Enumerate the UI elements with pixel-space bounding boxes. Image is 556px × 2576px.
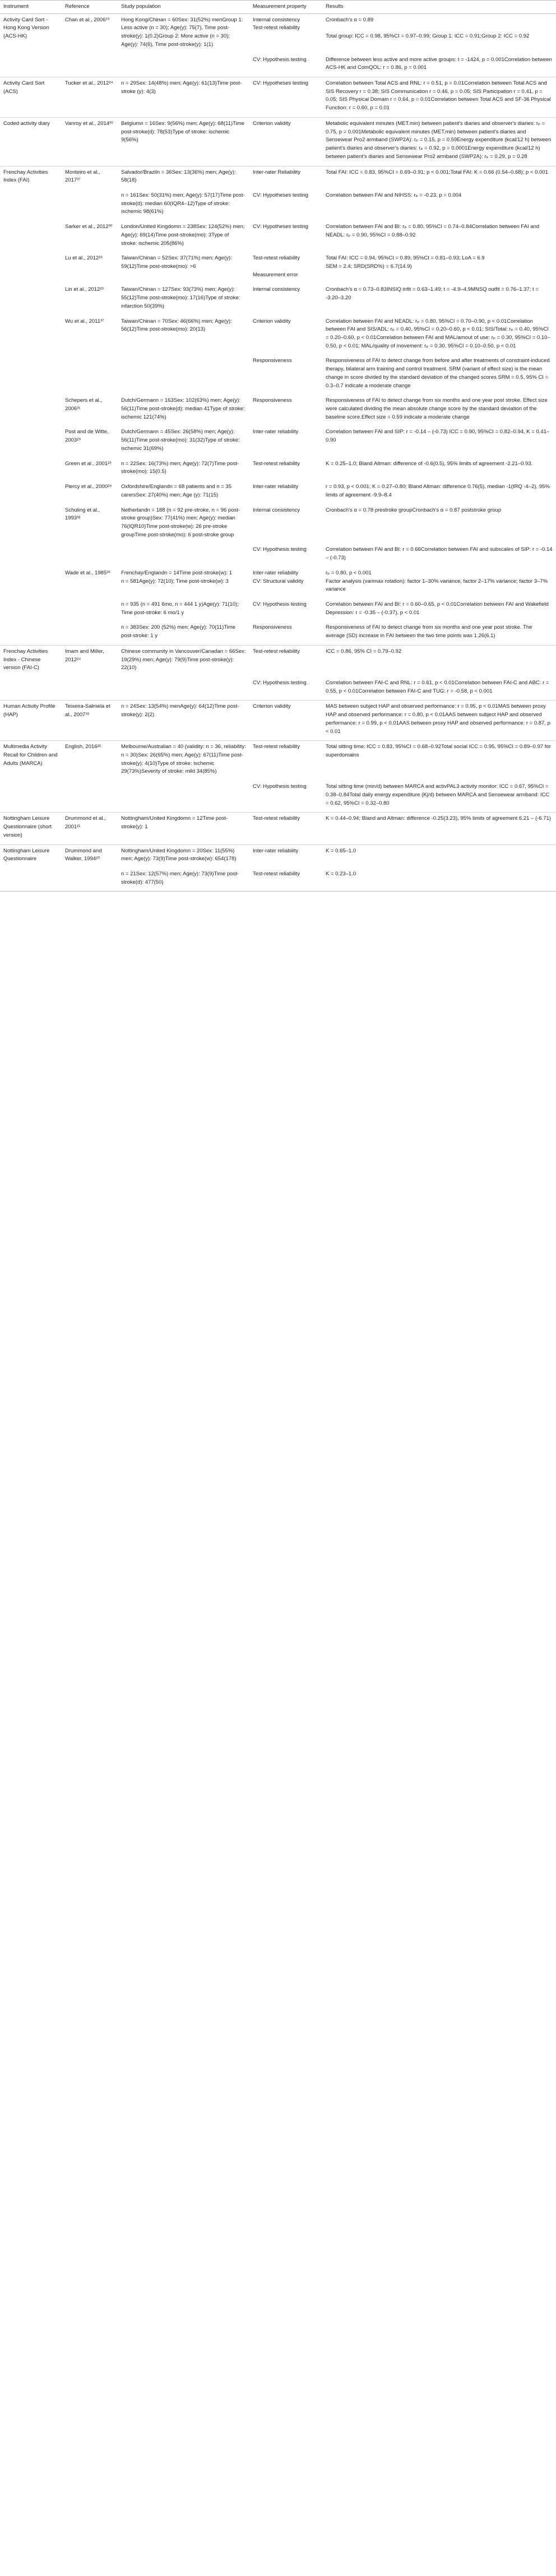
cell-study-population: Salvador/Braziln = 36Sex: 13(36%) men; Age(y): 58(18) [118,166,249,189]
cell-reference [62,54,118,77]
cell-reference: Green et al., 2001²³ [65,460,112,467]
table-row [0,117,556,166]
cell-study-population: Chinese community in Vancouver/Canadan = 66Sex: 19(29%) men; Age(y): 79(9)Time post-stroke(y): 22(10) [118,645,249,677]
cell-reference: Lin et al., 2012²⁵ [65,286,104,293]
cell-study-population: Melbourne/Australian = 40 (validity: n = 36, reliability: n = 30)Sex: 26(65%) men; Age(y): 67(11)Time post-stroke(y): 4(10)Type of stroke: ischemic 29(73%)Severity of stroke: mild 34(85%) [118,741,249,781]
cell-reference [62,868,118,892]
cell-instrument: Frenchay Activities Index (FAI) [0,166,62,189]
cell-study-population: Nottingham/United Kingdomn = 12Time post-stroke(y): 1 [118,813,249,844]
cell-reference [62,621,118,645]
cell-reference: Wade et al., 1985³⁶ [65,569,111,576]
table-row [0,741,556,781]
table-row [0,700,556,741]
cell-reference: English, 2016²² [62,741,118,781]
table-header [0,1,556,14]
cell-instrument [0,504,62,544]
cell-results: K = 0.44–0.94; Bland and Altman: difference -0.25(3.23), 95% limits of agreement 6.21 – (-6.71) [322,813,556,844]
table-row [0,394,556,426]
cell-study-population: Dutch/Germann = 45Sex: 26(58%) men; Age(y): 56(11)Time post-stroke(mo): 31(32)Type of stroke: ischemic 31(69%) [121,429,240,452]
cell-results: rₚ = 0.80, p < 0.001 Factor analysis (varimax rotation): factor 1–30% variance, factor 2–17% variance; factor 3–7% variance [326,569,548,593]
cell-study-population: n = 29Sex: 14(48%) men; Age(y): 61(13)Time post-stroke (y): 4(3) [118,77,249,118]
cell-instrument [0,544,62,567]
cell-measurement-property: Test-retest reliability [249,813,322,844]
cell-reference: Schepers et al., 2006³¹ [65,397,103,412]
cell-measurement-property: Responsiveness [253,397,292,404]
cell-instrument [0,221,62,252]
cell-results: Correlation between FAI and BI: rₚ = 0.80, 95%CI = 0.74–0.84Correlation between FAI and NEADL: rₚ = 0.90, 95%CI = 0.88–0.92 [326,224,540,238]
cell-study-population: n = 161Sex: 50(31%) men; Age(y): 57(17)Time post-stroke(d): median 60(IQR4–12)Type of stroke: ischemic 98(61%) [121,192,245,215]
cell-results: Responsiveness of FAI to detect change from before and after treatments of constraint-induced therapy, bilateral arm training and control treatment. SRM (variant of effect size) is the mean change in score divided by the standard deviation of the changed scores.SRM = 0.5, 95% CI = 0.3–0.7 indicate a moderate change [326,358,550,389]
data-table-container [0,0,556,892]
cell-results: Correlation between FAI and NEADL: rₚ = 0.80, 95%CI = 0.70–0.90, p < 0.01Correlation between FAI and SIS/ADL: rₚ = 0.40, 95%CI = 0.20–0.60, p < 0.01; SIS/Total: rₚ = 0.40, 95%CI = 0.20–0.60, p < 0.01Correlation between FAI and MAL/amout of use: rₚ = 0.30, 95%CI = 0.10–0.50, p < 0.01; MAL/quality of movement: rₚ = 0.30, 95%CI = 0.10–0.50, p < 0.01 [326,318,550,349]
table-row [0,355,556,394]
cell-instrument [0,189,62,221]
cell-study-population: n = 24Sex: 13(54%) menAge(y): 64(12)Time post-stroke(y): 2(2) [118,700,249,741]
cell-reference [62,189,118,221]
cell-measurement-property: Inter-rater reliability [253,484,299,490]
cell-measurement-property: Criterion validity [249,700,322,741]
header-instrument: Instrument [0,1,62,14]
cell-results: Difference between less active and more active groups: t = -1424, p = 0.001Correlation between ACS-HK and ComQOL: r = 0.86, p = 0.001 [326,56,552,71]
cell-measurement-property: CV: Hypotheses testing [253,224,308,230]
cell-results: Total sitting time (min/d) between MARCA and activPAL3 activity monitor: ICC = 0.67, 95%CI = 0.38–0.84Total daily energy expenditure (Kj/d) between MARCA and Sensewear armband: ICC = 0.62, 95%CI = 0.32–0.80 [326,783,550,806]
cell-reference [62,677,118,700]
cell-measurement-property: Criterion validity [253,318,291,324]
cell-instrument [0,284,62,315]
cell-study-population: n = 383Sex: 200 (52%) men; Age(y): 70(11)Time post-stroke: 1 y [121,624,236,639]
cell-study-population: n = 22Sex: 16(73%) men; Age(y): 72(7)Time post-stroke(mo): 15(0.5) [121,460,239,475]
cell-instrument: Multimedia Activity Recall for Children and Adults (MARCA) [0,741,62,781]
cell-reference [62,544,118,567]
header-results: Results [322,1,556,14]
cell-reference: Wu et al., 2011³⁷ [65,318,104,324]
cell-reference [62,781,118,813]
cell-results: Responsiveness of FAI to detect change from six months and one year post stroke. The average (SD) increase in FAI between the two time points was 1.26(6.1) [326,624,532,639]
cell-instrument: Activity Card Sort - Hong Kong Version (ACS-HK) [3,16,49,40]
table-row [0,221,556,252]
measurement-properties-table [0,0,556,892]
cell-instrument: Human Activity Profile (HAP) [0,700,62,741]
cell-instrument [0,567,62,598]
cell-reference: Post and de Witte, 2003²⁹ [65,429,109,444]
cell-instrument: Activity Card Sort (ACS) [0,77,62,118]
cell-instrument [0,621,62,645]
cell-study-population [118,677,249,700]
cell-results: Total sitting time: ICC = 0.83, 95%CI = 0.68–0.92Total social ICC = 0.95, 95%CI = 0.89–0.97 for superdomains [322,741,556,781]
cell-measurement-property: Test-retest reliability [249,868,322,892]
cell-measurement-property: Responsiveness [253,624,292,631]
table-row [0,77,556,118]
cell-results: K = 0.65–1.0 [322,844,556,868]
cell-measurement-property: Inter-rater Reliability [249,166,322,189]
cell-reference: Vanroy et al., 2014³⁵ [62,117,118,166]
cell-measurement-property: Test-retest reliability [249,645,322,677]
table-row [0,567,556,598]
cell-results: Correlation between FAI and BI: r = 0.60–0.65, p < 0.01Correlation between FAI and Wakefield Depression: r = -0.35 – (-0.37), p < 0.01 [326,601,549,616]
cell-measurement-property: Internal consistency [253,286,300,293]
table-row [0,458,556,481]
cell-reference: Schuling et al., 1993³² [65,507,100,522]
cell-measurement-property: Test-retest reliability [249,741,322,781]
table-row [0,481,556,504]
cell-results: MAS between subject HAP and observed performance: r = 0.95, p < 0.01MAS between proxy HAP and observed performance: r = 0.80, p < 0.01AAS between subject HAP and observed performance: r = 0.99, p < 0.01AAS between proxy HAP and observed performance: r = 0.87, p < 0.01 [322,700,556,741]
cell-study-population: Taiwan/Chinan = 70Sex: 46(66%) men; Age(y): 56(12)Time post-stroke(mo): 20(13) [121,318,232,333]
table-row [0,13,556,53]
table-row [0,868,556,892]
cell-measurement-property: CV: Hypothesis testing [253,680,307,686]
cell-study-population: Oxfordshire/Englandn = 68 patients and n = 35 carersSex: 27(40%) men; Age (y): 71(15) [121,484,231,498]
table-row [0,677,556,700]
cell-study-population: Taiwan/Chinan = 52Sex: 37(71%) men; Age(y): 59(12)Time post-stroke(mo): >6 [121,255,232,270]
table-row [0,645,556,677]
table-row [0,284,556,315]
cell-measurement-property: Test-retest reliability Measurement error [253,255,300,278]
cell-results: Cronbach's α = 0.89 Total group: ICC = 0.98, 95%CI = 0.97–0.99; Group 1: ICC = 0.91;Group 2: ICC = 0.92 [326,16,530,40]
cell-results: Metabolic equivalent minutes (MET.min) between patient's diaries and observer's diaries: rₚ = 0.75, p = 0.001Metabolic equivalent minutes (MET.min) between patient's diaries and Sensewear Pro2 armband (SWP2A): rₚ = 0.15, p = 0.59Energy expenditure (kcal/12 h) between patient's diaries and observer's diaries: rₚ = 0.92, p = 0.0001Energy expenditure (kcal/12 h) between patient's diaries and Sensewear Pro2 armband (SWP2A): rₚ = 0.29, p = 0.28 [322,117,556,166]
cell-measurement-property: Test-retest reliability [253,460,300,467]
cell-reference: Drummond and Walker, 1994²⁰ [62,844,118,868]
table-body [0,13,556,892]
cell-measurement-property: Inter-rater reliability [249,844,322,868]
cell-study-population: Nottingham/United Kingdomn = 20Sex: 11(55%) men; Age(y): 73(9)Time post-stroke(w): 654(178) [118,844,249,868]
cell-instrument: Nottingham Leisure Questionnaire [0,844,62,868]
cell-measurement-property: Criterion validity [249,117,322,166]
table-row [0,54,556,77]
cell-results: Cronbach's α = 0.73–0.83INSIQ infit = 0.63–1.49; t = -4.9–4.9MNSQ outfit = 0.76–1.37; t = -3.20–3.20 [326,286,539,301]
cell-study-population: Dutch/Germann = 163Sex: 102(63%) men; Age(y): 56(11)Time post-stroke(d): median 41Type of stroke: ischemic 121(74%) [121,397,245,420]
cell-measurement-property: CV: Hypothesis testing [253,546,307,553]
cell-study-population: Frenchay/Englandn = 14Time post-stroke(w): 1 n = 581Age(y): 72(10); Time post-stroke(w): 3 [121,569,232,584]
cell-reference: Chan et al., 2006¹⁹ [65,16,110,23]
header-study-population: Study population [118,1,249,14]
cell-measurement-property: CV: Hypothesis testing [253,56,307,63]
cell-instrument [0,426,62,457]
cell-study-population: Taiwan/Chinan = 127Sex: 93(73%) men; Age(y): 55(12)Time post-stroke(mo): 17(16)Type of stroke: infarction 50(39%) [121,286,240,309]
table-row [0,813,556,844]
cell-measurement-property: Internal consistency Test-retest reliability [253,16,300,31]
cell-reference: Drummond et al., 2001²¹ [62,813,118,844]
table-row [0,504,556,544]
cell-reference [62,355,118,394]
cell-results: Correlation between FAI and SIP: r = -0.14 – (-0.73) ICC = 0.90, 95%CI = 0.82–0.94, K = 0.41–0.90 [326,429,550,444]
cell-instrument [0,394,62,426]
header-row [0,1,556,14]
cell-reference: Piercy et al., 2000²⁸ [65,484,112,490]
cell-study-population: n = 935 (n = 491 6mo, n = 444 1 y)Age(y): 71(10); Time post-stroke: 6 mo/1 y [121,601,239,616]
cell-reference: Monteiro et al., 2017³⁷ [62,166,118,189]
cell-results: ICC = 0.86, 95% CI = 0.79–0.92 [322,645,556,677]
cell-results: Correlation between FAI-C and RNL: r = 0.61, p < 0.01Correlation between FAI-C and ABC: r = 0.55, p < 0.01Correlation between FAI-C and TUG: r = -0.58, p < 0.001 [326,680,549,694]
cell-measurement-property: Internal consistency [253,507,300,513]
cell-measurement-property: Responsiveness [253,358,292,364]
header-measurement-property: Measurement property [249,1,322,14]
table-row [0,166,556,189]
cell-instrument: Frenchay Activities Index - Chinese version (FAI-C) [0,645,62,677]
cell-measurement-property: Inter-rater reliability [253,429,299,435]
table-row [0,844,556,868]
cell-instrument [0,677,62,700]
cell-reference: Tucker et al., 2012²⁴ [62,77,118,118]
cell-measurement-property: CV: Hypothesis testing [253,601,307,607]
cell-results: r = 0.93, p < 0.001; K = 0.27–0.80; Bland Altman: difference 0.76(5), median -1(IRQ -4–2), 95% limits of agreement -9.9–8.4 [326,484,550,498]
table-row [0,598,556,621]
cell-instrument [0,54,62,77]
cell-study-population: n = 21Sex: 12(57%) men; Age(y): 73(9)Time post-stroke(d): 477(50) [118,868,249,892]
cell-study-population [118,355,249,394]
cell-study-population [118,54,249,77]
cell-instrument [0,252,62,284]
table-row [0,621,556,645]
cell-instrument [0,355,62,394]
cell-instrument [0,481,62,504]
cell-instrument [0,598,62,621]
cell-results: Correlation between FAI and BI: r = 0.66Correlation between FAI and subscales of SIP: r = -0.14 – (-0.73) [326,546,553,561]
cell-instrument [0,458,62,481]
cell-results: Cronbach's α = 0.78 prestroke groupCronbach's α = 0.87 poststroke group [326,507,501,513]
cell-measurement-property: CV: Hypothesis testing [253,783,307,790]
table-row [0,781,556,813]
header-reference: Reference [62,1,118,14]
cell-instrument [0,315,62,355]
cell-results: Correlation between Total ACS and RNL: r = 0.51, p = 0.01Correlation between Total ACS and SIS Recovery r = 0.38; SIS Communication r = 0.46, p = 0.05; SIS Participation r = 0.41, p = 0.05; SIS Physical Domain r = 0.64, p = 0.01Correlation between Total ACS and SF-36 Physical Function: r = 0.60, p = 0.01 [322,77,556,118]
cell-study-population [118,781,249,813]
cell-study-population [118,544,249,567]
cell-results: K = 0.23–1.0 [322,868,556,892]
cell-measurement-property: Inter-rater reliability CV: Structural validity [253,569,304,584]
table-row [0,315,556,355]
cell-reference: Teixeira-Salmela et al., 2007³³ [62,700,118,741]
table-row [0,544,556,567]
cell-study-population: Hong Kong/Chinan = 60Sex: 31(52%) menGroup 1: Less active (n = 30); Age(y): 75(7), Time post-stroke(y): 1(0.2)Group 2: More active (n = 30); Age(y): 74(6), Time post-stroke(y): 1(1) [121,16,243,48]
cell-reference: Imam and Miller, 2012²⁴ [62,645,118,677]
cell-results: Responsiveness of FAI to detect change from six months and one year post stroke. Effect size were calculated dividing the mean absolute change score by the standard deviation of the baseline score.Effect size = 0.59 indicate a moderate change [326,397,548,420]
cell-measurement-property: CV: Hypotheses testing [253,192,308,198]
cell-instrument [0,868,62,892]
table-row [0,189,556,221]
cell-study-population: Belgiumn = 16Sex: 9(56%) men; Age(y): 68(11)Time post-stroke(d): 78(53)Type of stroke: ischemic 9(56%) [118,117,249,166]
cell-results: Total FAI: ICC = 0.94, 95%CI = 0.89, 95%CI = 0.81–0.93; LoA = 6.9 SEM = 2.4; SRD(SRD%) = 6.7(14.9) [326,255,485,270]
cell-results: Correlation between FAI and NIHSS: rₚ = -0.23, p = 0.004 [326,192,462,198]
cell-results: K = 0.25–1.0; Bland Altman: difference of -0.6(0.5), 95% limits of agreement -2.21–0.93. [326,460,533,467]
cell-study-population: London/United Kingdomn = 238Sex: 124(52%) men; Age(y): 69(14)Time post-stroke(mo): 3Type of stroke: ischemic 205(86%) [121,224,245,247]
cell-results: Total FAI: ICC = 0.83, 95%CI = 0.69–0.91; p < 0.001;Total FAI: K = 0.66 (0.54–0.68); p < 0.001 [322,166,556,189]
cell-instrument [0,781,62,813]
table-row [0,426,556,457]
cell-reference: Sarker et al., 2012³⁰ [65,224,113,230]
table-row [0,252,556,284]
cell-instrument: Coded activity diary [0,117,62,166]
cell-measurement-property: CV: Hypotheses testing [249,77,322,118]
cell-reference: Lu et al., 2012²⁶ [65,255,103,262]
cell-instrument: Nottingham Leisure Questionnaire (short version) [0,813,62,844]
cell-reference [62,598,118,621]
cell-study-population: Netherlandn = 188 (n = 92 pre-stroke, n = 96 post-stroke group)Sex: 77(41%) men; Age(y): median 76(IQR10)Time post-stroke(w): 26 pre-stroke groupTime post-stroke(mo): 6 post-stroke group [121,507,240,538]
